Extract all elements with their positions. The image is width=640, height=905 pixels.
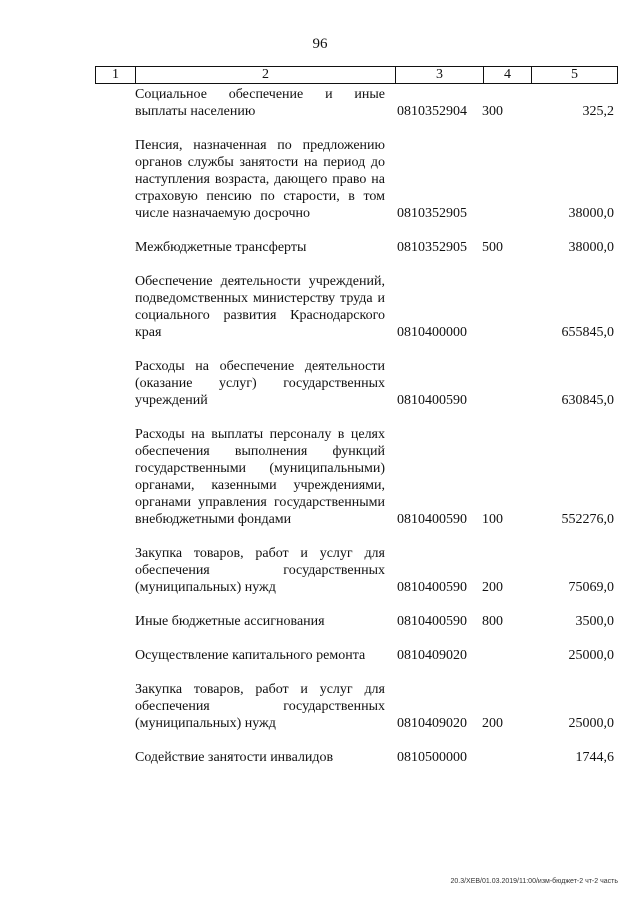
row-type: 300 <box>482 104 503 119</box>
row-type: 500 <box>482 240 503 255</box>
row-description: Социальное обеспечение и иные выплаты населению <box>135 87 385 119</box>
header-col-4: 4 <box>484 67 532 83</box>
row-description: Межбюджетные трансферты <box>135 240 307 255</box>
row-type: 200 <box>482 716 503 731</box>
row-amount: 3500,0 <box>575 614 614 629</box>
row-amount: 75069,0 <box>568 580 614 595</box>
header-col-2: 2 <box>136 67 396 83</box>
row-description: Осуществление капитального ремонта <box>135 648 366 663</box>
table-row <box>135 239 618 256</box>
row-description: Содействие занятости инвалидов <box>135 750 334 765</box>
row-description: Иные бюджетные ассигнования <box>135 614 325 629</box>
row-amount: 25000,0 <box>568 716 614 731</box>
row-code: 0810409020 <box>397 716 467 731</box>
row-code: 0810500000 <box>397 750 467 765</box>
table-row <box>135 545 618 596</box>
row-code: 0810400590 <box>397 512 467 527</box>
table-row <box>135 613 618 630</box>
row-amount: 552276,0 <box>561 512 614 527</box>
row-amount: 655845,0 <box>561 325 614 340</box>
table-row <box>135 647 618 664</box>
header-col-5: 5 <box>571 67 578 82</box>
row-type: 800 <box>482 614 503 629</box>
row-description: Закупка товаров, работ и услуг для обеспечения государственных (муниципальных) нужд <box>135 682 385 731</box>
row-description: Расходы на выплаты персоналу в целях обеспечения выполнения функций государственными (муниципальными) органами, казенными учреждениями, органами управления государственными внебюджетными фондами <box>135 427 385 527</box>
row-type: 200 <box>482 580 503 595</box>
page-number: 96 <box>312 36 328 52</box>
row-code: 0810409020 <box>397 648 467 663</box>
footer-stamp: 20.3/ХЕВ/01.03.2019/11:00/изм-бюджет-2 чт-2 часть <box>450 878 618 885</box>
row-code: 0810352905 <box>397 206 467 221</box>
row-description: Обеспечение деятельности учреждений, подведомственных министерству труда и социального развития Краснодарского края <box>135 274 385 340</box>
row-amount: 325,2 <box>582 104 614 119</box>
row-code: 0810400590 <box>397 614 467 629</box>
row-amount: 25000,0 <box>568 648 614 663</box>
table-header-row <box>95 66 618 84</box>
table-row <box>135 86 618 120</box>
row-description: Закупка товаров, работ и услуг для обеспечения государственных (муниципальных) нужд <box>135 546 385 595</box>
row-code: 0810400000 <box>397 325 467 340</box>
row-code: 0810352905 <box>397 240 467 255</box>
row-description: Расходы на обеспечение деятельности (оказание услуг) государственных учреждений <box>135 359 385 408</box>
header-col-3: 3 <box>396 67 484 83</box>
table-row <box>135 426 618 528</box>
table-body <box>135 86 618 783</box>
row-amount: 38000,0 <box>568 240 614 255</box>
table-row <box>135 137 618 222</box>
row-type: 100 <box>482 512 503 527</box>
row-description: Пенсия, назначенная по предложению органов службы занятости на период до наступления возраста, дающего право на страховую пенсию по старости, в том числе назначаемую досрочно <box>135 138 385 221</box>
row-code: 0810400590 <box>397 393 467 408</box>
table-row <box>135 681 618 732</box>
row-code: 0810400590 <box>397 580 467 595</box>
table-row <box>135 749 618 766</box>
row-code: 0810352904 <box>397 104 467 119</box>
header-col-1: 1 <box>96 67 136 83</box>
row-amount: 1744,6 <box>575 750 614 765</box>
row-amount: 38000,0 <box>568 206 614 221</box>
table-row <box>135 358 618 409</box>
table-row <box>135 273 618 341</box>
row-amount: 630845,0 <box>561 393 614 408</box>
